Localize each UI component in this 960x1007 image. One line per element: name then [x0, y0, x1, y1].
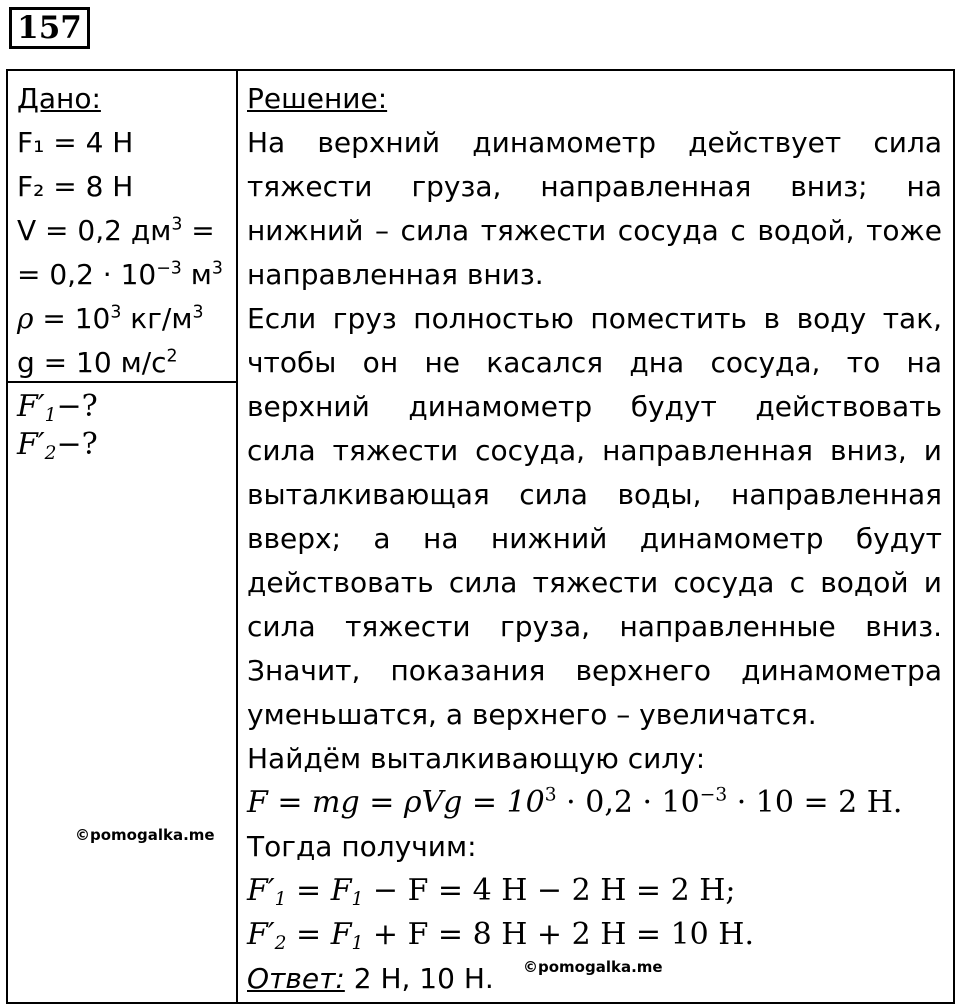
- find-section: [17, 388, 98, 464]
- find-f2: $F'_2-$?: [17, 427, 98, 465]
- find-f1: $F'_1-$?: [17, 389, 98, 427]
- formula-f1-result: $F'_1 = F_1 - F = 4$ Н − 2 Н = 2 Н;: [247, 873, 736, 911]
- given-volume-si: = $0,2 \cdot 10^{-3}$ $м^3$: [17, 258, 223, 291]
- watermark-left: ©pomogalka.me: [75, 826, 215, 844]
- formula-buoyant-force: F = mg = $\rho Vg = 10^3 \cdot 0,2 \cdot 10^{-3} \cdot 10 = 2$ Н.: [247, 784, 903, 820]
- given-gravity: g = 10 $м/с^2$: [17, 346, 178, 379]
- solution-line: вверх; а на нижний динамометр будут: [247, 522, 942, 555]
- solution-line: действовать сила тяжести сосуда с водой и: [247, 566, 942, 599]
- solution-line: Если груз полностью поместить в воду так,: [247, 302, 942, 335]
- solution-line: сила тяжести груза, направленные вниз.: [247, 610, 942, 643]
- column-divider: [236, 69, 238, 1004]
- solution-line: сила тяжести сосуда, направленная вниз, и: [247, 434, 942, 467]
- solution-heading: Решение:: [247, 82, 388, 115]
- given-section: [17, 77, 231, 385]
- given-density: $\rho = 10^3$ $кг/м^3$: [17, 302, 204, 335]
- solution-line: верхний динамометр будут действовать: [247, 390, 942, 423]
- solution-line: Значит, показания верхнего динамометра: [247, 654, 942, 687]
- formula-f2-result: $F'_2 = F_1 + F = 8$ Н + 2 Н = 10 Н.: [247, 917, 754, 955]
- solution-line: На верхний динамометр действует сила: [247, 126, 942, 159]
- given-heading: Дано:: [17, 82, 101, 115]
- answer-value: 2 Н, 10 Н.: [344, 962, 494, 995]
- given-f1: F₁ = 4 Н: [17, 126, 134, 159]
- solution-then: Тогда получим:: [247, 830, 477, 863]
- problem-number: 157: [9, 7, 90, 49]
- solution-line: чтобы он не касался дна сосуда, то на: [247, 346, 942, 379]
- solution-line: нижний – сила тяжести сосуда с водой, тоже: [247, 214, 942, 247]
- watermark-bottom: ©pomogalka.me: [523, 958, 663, 976]
- solution-line: Найдём выталкивающую силу:: [247, 742, 706, 775]
- solution-section: [247, 77, 942, 1001]
- given-f2: F₂ = 8 Н: [17, 170, 134, 203]
- answer-label: Ответ:: [247, 962, 345, 995]
- solution-line: уменьшатся, а верхнего – увеличатся.: [247, 698, 817, 731]
- solution-line: тяжести груза, направленная вниз; на: [247, 170, 942, 203]
- solution-line: направленная вниз.: [247, 258, 544, 291]
- solution-line: выталкивающая сила воды, направленная: [247, 478, 942, 511]
- given-volume: V = 0,2 $дм^3$ =: [17, 214, 215, 247]
